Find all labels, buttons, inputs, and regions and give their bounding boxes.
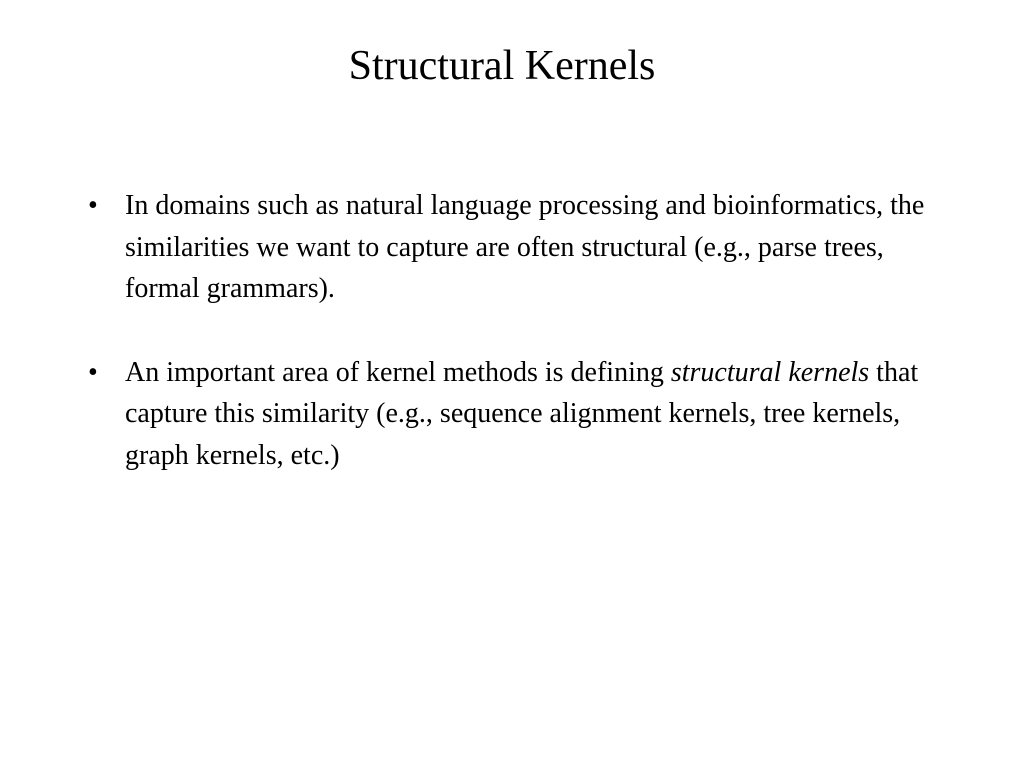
bullet-text-end: that capture this similarity (e.g., sequence alignment kernels, tree kernels, graph kernels, etc.) bbox=[125, 356, 919, 471]
bullet-item-structural-kernels bbox=[88, 352, 948, 477]
bullet-point-icon: • bbox=[88, 356, 98, 388]
bullet-point-icon: • bbox=[88, 190, 98, 221]
slide-title: Structural Kernels bbox=[348, 43, 656, 89]
bullet-text: In domains such as natural language processing and bioinformatics, the similarities we want to capture are often structural (e.g., parse trees, formal grammars). bbox=[125, 190, 925, 304]
emphasized-term: structural kernels bbox=[670, 356, 870, 388]
bullet-item-domains bbox=[88, 185, 948, 310]
bullet-text-start: An important area of kernel methods is defining bbox=[125, 356, 671, 388]
bullet-list bbox=[88, 185, 948, 476]
